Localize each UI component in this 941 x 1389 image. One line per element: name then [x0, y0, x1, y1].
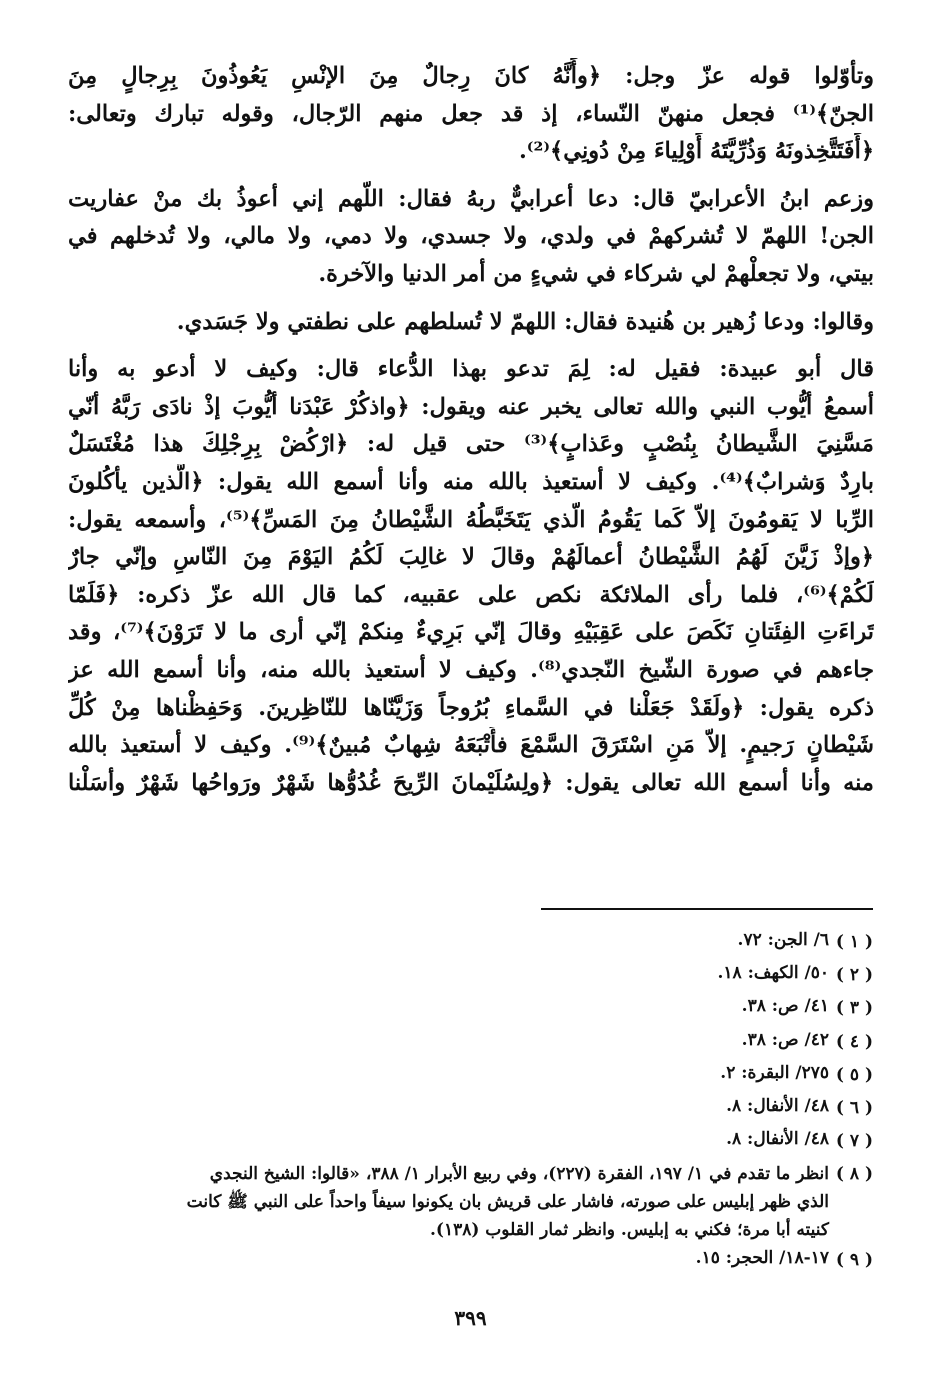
footnotes — [67, 926, 873, 1278]
footnote-5 — [67, 1059, 873, 1092]
footnote-number: ( ٩ ) — [835, 1250, 873, 1271]
footnote-text: ٥٠/ الكهف: ١٨. — [717, 963, 829, 984]
footnote-text: كنيته أبا مرة؛ فكني به إبليس. وانظر ثمار القلوب (١٣٨). — [429, 1220, 829, 1241]
text-line: وقالوا: ودعا زُهير بن هُنيدة فقال: اللهمّ لا تُسلطهم على نطفتي ولا جَسَدي. — [176, 308, 874, 335]
footnote-number: ( ٨ ) — [835, 1164, 873, 1185]
footnote-separator — [541, 908, 873, 910]
footnote-6 — [67, 1092, 873, 1125]
footnote-text: ١٧-١٨/ الحجر: ١٥. — [695, 1248, 829, 1269]
text-line: ﴿أَفَتَتَّخِذونَهُ وَذُرِّيَّتَهُ أَوْلِياءَ مِنْ دُونِي﴾⁽²⁾. — [518, 138, 874, 165]
text-line: قال أبو عبيدة: فقيل له: لِمَ تدعو بهذا الدُّعاء قال: وكيف لا أدعو به وأنا — [68, 356, 874, 383]
footnote-7 — [67, 1125, 873, 1158]
footnote-number: ( ٧ ) — [835, 1131, 873, 1152]
footnote-8 — [67, 1158, 873, 1244]
footnote-number: ( ٤ ) — [835, 1031, 873, 1052]
footnote-text: ٤١/ ص: ٣٨. — [741, 996, 829, 1017]
text-line: وتأوّلوا قوله عزّ وجل: ﴿وأَنَّهُ كانَ رِجالٌ مِنَ الإنْسِ يَعُوذُونَ بِرِجالٍ مِنَ — [68, 63, 874, 89]
footnote-9 — [67, 1244, 873, 1277]
paragraph-3 — [68, 304, 874, 342]
paragraph-2 — [68, 181, 874, 294]
footnote-number: ( ٣ ) — [835, 998, 873, 1019]
footnote-text: ٤٨/ الأنفال: ٨. — [726, 1129, 829, 1150]
text-line: بيتي، ولا تجعلْهمْ لي شركاء في شيءٍ من أمر الدنيا والآخرة. — [318, 260, 874, 287]
text-line: أسمعُ أيُّوب النبي والله تعالى يخبر عنه ويقول: ﴿واذكُرْ عَبْدَنا أيُّوبَ إذْ نادَى رَبَّهُ أنّي — [68, 393, 874, 420]
footnote-2 — [67, 959, 873, 992]
text-line: جاءهم في صورة الشّيخ النّجدي⁽⁸⁾. وكيف لا أستعيذ بالله منه، وأنا أسمع الله عز — [68, 656, 874, 683]
footnote-1 — [67, 926, 873, 959]
footnote-text: ٤٢/ ص: ٣٨. — [741, 1029, 829, 1050]
page-number: ٣٩٩ — [454, 1306, 487, 1330]
text-line: وزعم ابنُ الأعرابيّ قال: دعا أعرابيٌّ ربهُ فقال: اللّهم إني أعوذُ بك منْ عفاريت — [68, 185, 874, 212]
text-line: ﴿وإذْ زَيَّنَ لَهُمُ الشَّيْطانُ أعمالَهُمْ وقالَ لا غالِبَ لَكُمُ اليَوْمَ مِنَ النّاسِ وإنّي جارٌ — [68, 544, 874, 571]
footnote-4 — [67, 1026, 873, 1059]
paragraph-4 — [68, 351, 874, 802]
text-line: تَراءَتِ الفِئَتانِ نَكَصَ على عَقِبَيْهِ وقالَ إنّي بَرِيءٌ مِنكمْ إنّي أرى ما لا تَرَوْنَ﴾⁽⁷⁾، وقد — [68, 619, 874, 646]
text-line: بارِدٌ وَشرابٌ﴾⁽⁴⁾. وكيف لا أستعيذ بالله منه وأنا أسمع الله يقول: ﴿الَّذين يأكُلونَ — [68, 468, 874, 495]
text-line: الجنّ﴾⁽¹⁾ فجعل منهنّ النّساء، إذ قد جعل منهم الرّجال، وقوله تبارك وتعالى: — [68, 100, 874, 127]
footnote-number: ( ٦ ) — [835, 1098, 873, 1119]
footnote-text: انظر ما تقدم في ١/ ١٩٧، الفقرة (٢٢٧)، وفي ربيع الأبرار ١/ ٣٨٨، «قالوا: الشيخ النجدي — [209, 1164, 829, 1185]
text-line: الجن! اللهمّ لا تُشركهمْ في ولدي، ولا جسدي، ولا دمي، ولا مالي، ولا تُدخلهم في — [68, 223, 874, 250]
footnote-text: ٦/ الجن: ٧٢. — [737, 930, 829, 950]
text-line: ذكره يقول: ﴿ولَقَدْ جَعَلْنا في السَّماءِ بُرُوجاً وَزَيَّنّاها للنّاظِرينَ. وَحَفِظْناها مِنْ كُلِّ — [68, 694, 874, 721]
footnote-text: ٢٧٥/ البقرة: ٢. — [720, 1062, 829, 1083]
text-line: لَكُمْ﴾⁽⁶⁾، فلما رأى الملائكة نكص على عقبيه، كما قال الله عزّ ذكره: ﴿فَلَمّا — [68, 581, 874, 608]
main-text — [68, 58, 874, 812]
footnote-number: ( ٢ ) — [835, 965, 873, 986]
footnote-text: الذي ظهر إبليس على صورته، فاشار على قريش بان يكونوا سيفاً واحداً على النبي ﷺ كانت — [186, 1192, 829, 1213]
footnote-number: ( ١ ) — [835, 932, 873, 952]
text-line: مَسَّنِيَ الشَّيطانُ بِنُصْبٍ وعَذابٍ﴾⁽³⁾ حتى قيل له: ﴿ارْكُضْ بِرِجْلِكَ هذا مُغْتَسَلٌ — [68, 431, 874, 458]
footnote-text: ٤٨/ الأنفال: ٨. — [726, 1096, 829, 1117]
text-line: الرِّبا لا يَقومُونَ إلاّ كَما يَقُومُ الّذي يَتَخَبَّطُهُ الشَّيْطانُ مِنَ المَسِّ﴾⁽⁵⁾، وأسمعه يقول: — [68, 506, 874, 533]
text-line: منه وأنا أسمع الله تعالى يقول: ﴿ولِسُلَيْمانَ الرِّيحَ غُدُوُّها شَهْرٌ ورَواحُها شَهْرٌ وأسَلْنا — [68, 769, 874, 796]
text-line: شَيْطانٍ رَجيمٍ. إلاّ مَنِ اسْتَرَقَ السَّمْعَ فأَتْبَعَهُ شِهابٌ مُبينٌ﴾⁽⁹⁾. وكيف لا أستعيذ بالله — [68, 732, 874, 759]
footnote-number: ( ٥ ) — [835, 1064, 873, 1085]
footnote-3 — [67, 992, 873, 1025]
paragraph-1 — [68, 58, 874, 171]
